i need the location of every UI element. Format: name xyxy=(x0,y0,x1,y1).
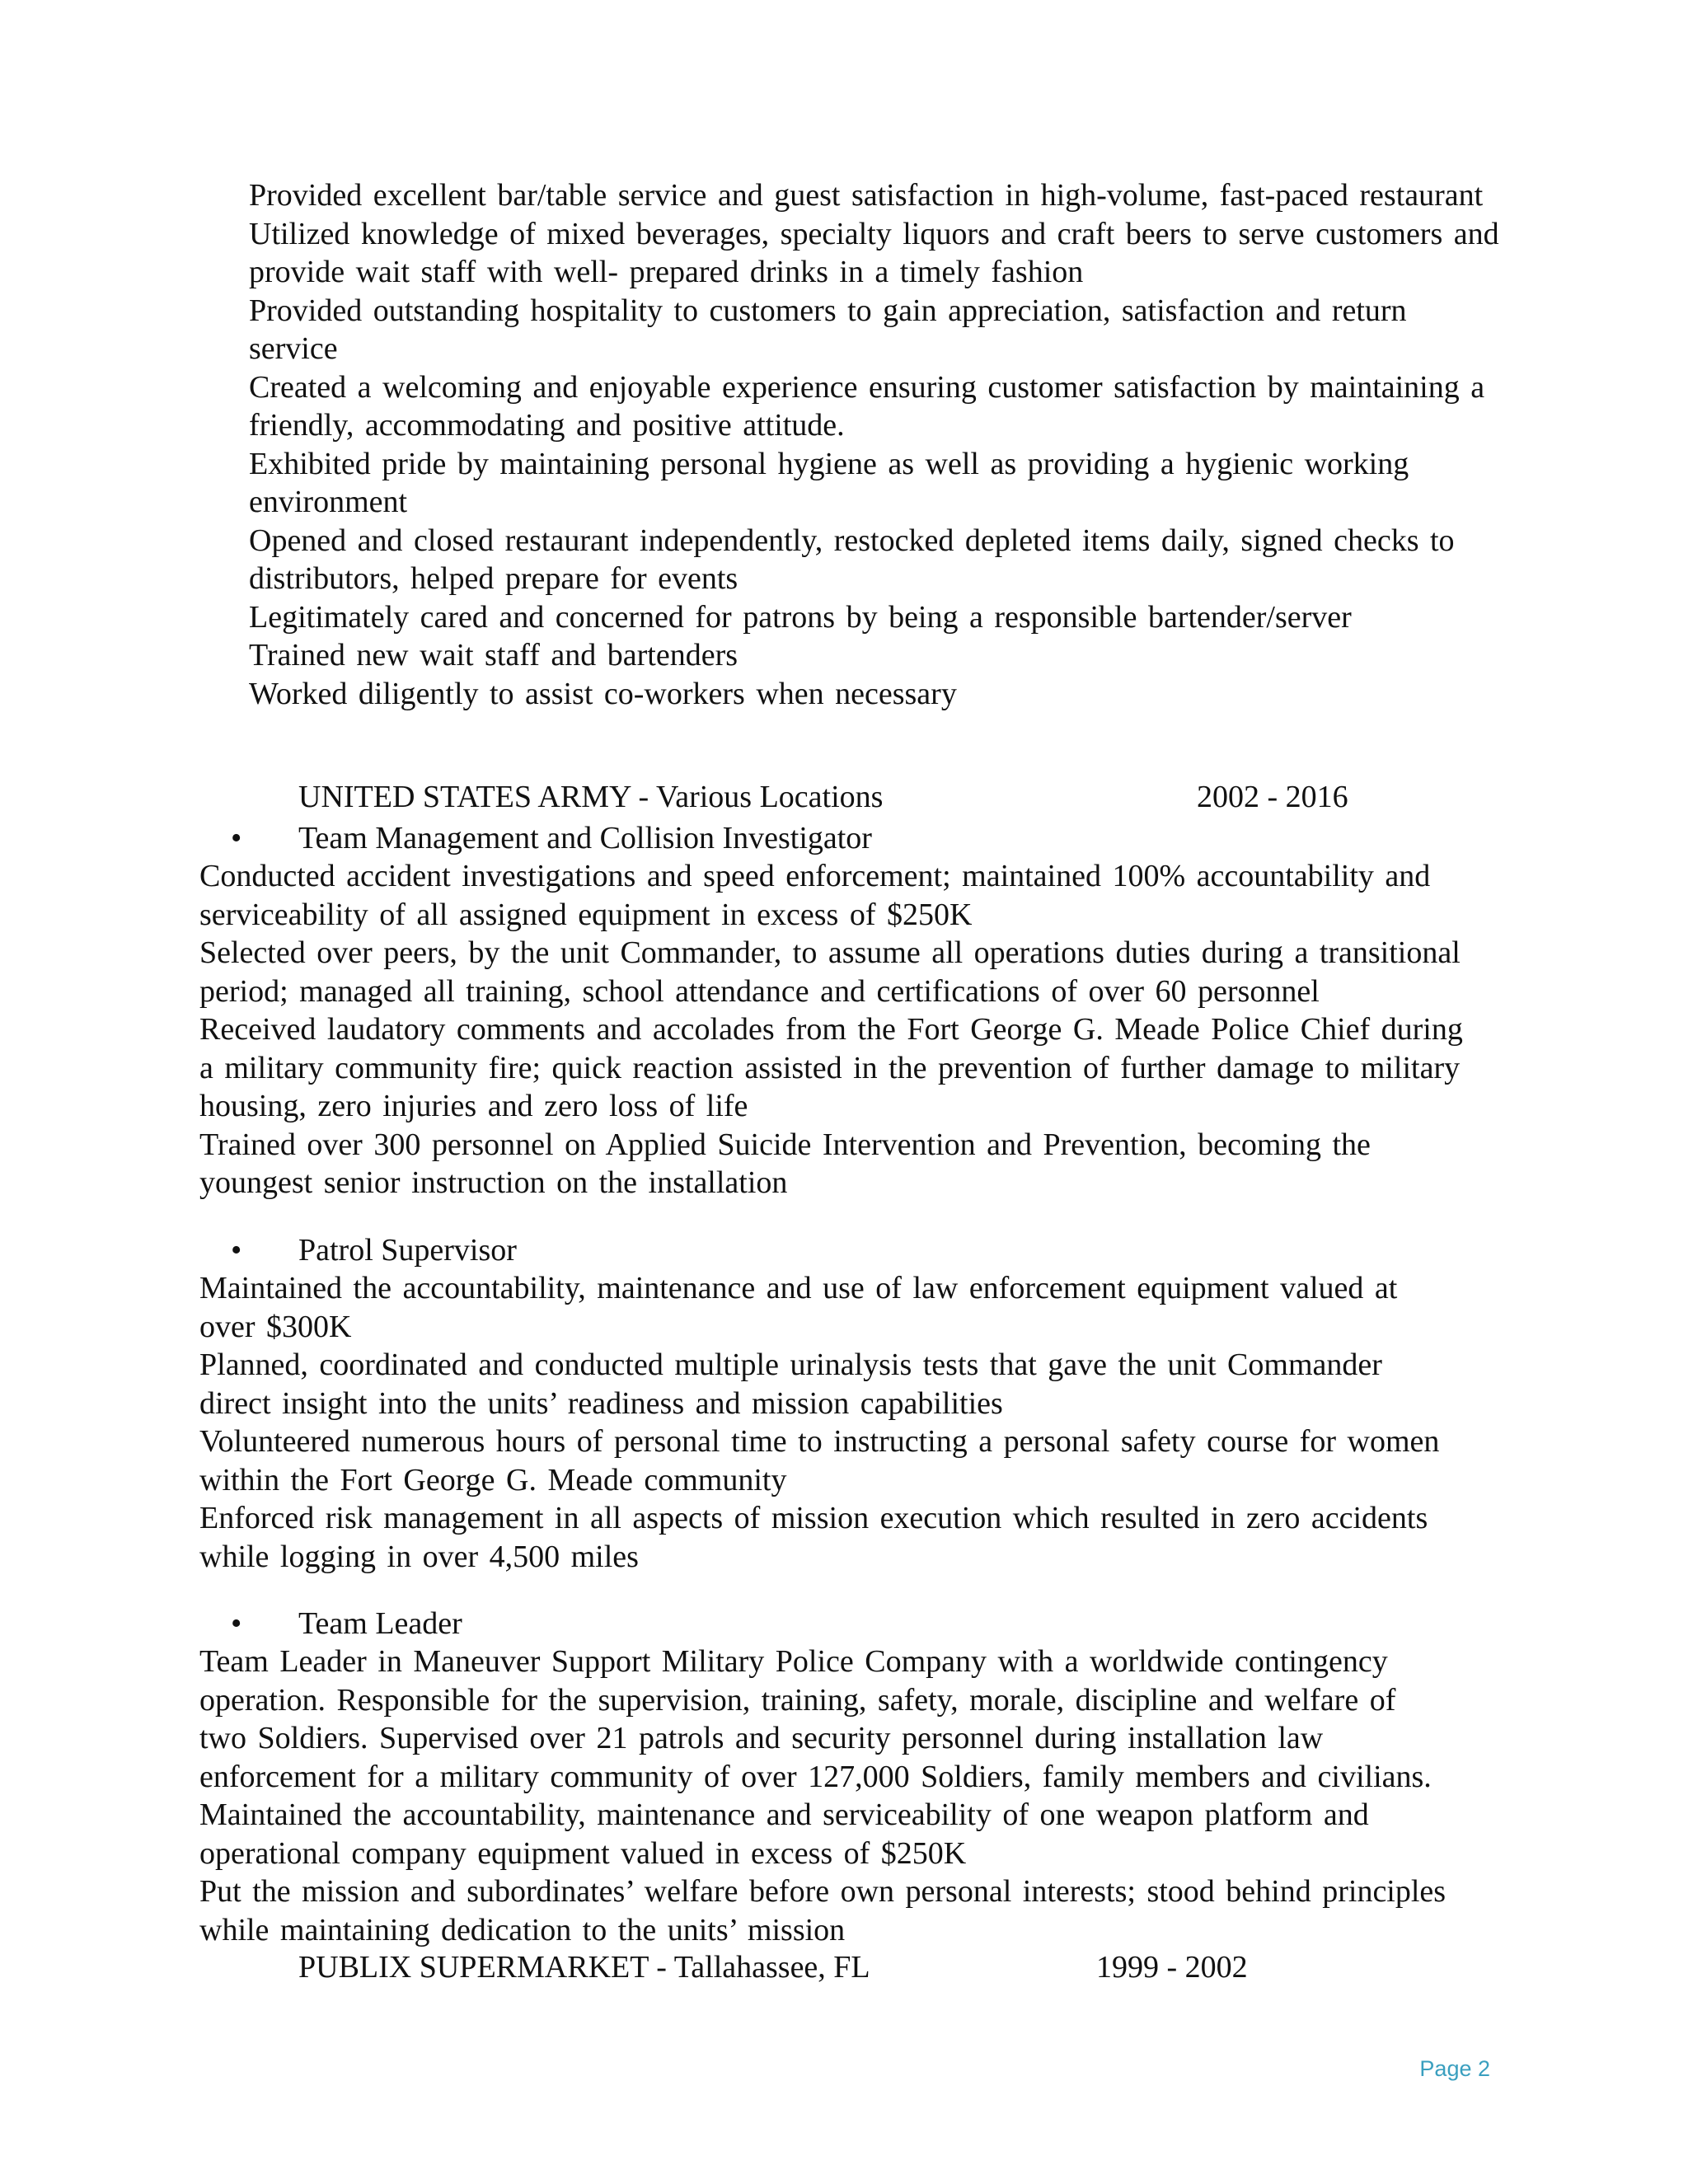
detail-line: enforcement for a military community of over 127,000 Soldiers, family members and civilians. xyxy=(199,1759,1432,1794)
role-title: Team Leader xyxy=(298,1606,462,1641)
role-title-2 xyxy=(199,1232,517,1268)
detail-line: youngest senior instruction on the installation xyxy=(199,1165,788,1200)
duty-item: Provided excellent bar/table service and guest satisfaction in high-volume, fast-paced restaurant xyxy=(249,178,1484,213)
army-dates: 2002 - 2016 xyxy=(1197,780,1348,814)
publix-employer: PUBLIX SUPERMARKET - Tallahassee, FL xyxy=(298,1950,870,1985)
detail-line: while maintaining dedication to the units’ mission xyxy=(199,1912,846,1947)
publix-dates: 1999 - 2002 xyxy=(1096,1950,1248,1985)
detail-line: period; managed all training, school attendance and certifications of over 60 personnel xyxy=(199,973,1320,1009)
detail-line: Maintained the accountability, maintenance and use of law enforcement equipment valued at xyxy=(199,1271,1398,1305)
duty-item: Legitimately cared and concerned for patrons by being a responsible bartender/server xyxy=(249,599,1352,635)
detail-line: Volunteered numerous hours of personal time to instructing a personal safety course for women xyxy=(199,1424,1440,1459)
role-title-3 xyxy=(199,1605,462,1642)
first-job-duties xyxy=(249,176,1502,713)
detail-line: Trained over 300 personnel on Applied Suicide Intervention and Prevention, becoming the xyxy=(199,1127,1371,1162)
detail-line: Team Leader in Maneuver Support Military Police Company with a worldwide contingency xyxy=(199,1644,1388,1679)
detail-line: while logging in over 4,500 miles xyxy=(199,1539,639,1574)
role-3-details xyxy=(199,1643,1485,1949)
bullet-icon: • xyxy=(199,821,242,855)
detail-line: Conducted accident investigations and speed enforcement; maintained 100% accountability and xyxy=(199,859,1431,893)
detail-line: over $300K xyxy=(199,1309,352,1344)
duty-item: Opened and closed restaurant independently, restocked depleted items daily, signed checks to distributors, helped prepare for events xyxy=(249,523,1455,596)
duty-item: Created a welcoming and enjoyable experience ensuring customer satisfaction by maintaining a friendly, accommodating and positive attitude. xyxy=(249,369,1485,443)
duty-item: Provided outstanding hospitality to customers to gain appreciation, satisfaction and return service xyxy=(249,293,1407,366)
detail-line: Selected over peers, by the unit Commander, to assume all operations duties during a transitional xyxy=(199,935,1461,970)
detail-line: direct insight into the units’ readiness and mission capabilities xyxy=(199,1385,1003,1421)
duty-item: Worked diligently to assist co-workers when necessary xyxy=(249,676,957,711)
detail-line: Received laudatory comments and accolades from the Fort George G. Meade Police Chief during xyxy=(199,1012,1463,1047)
detail-line: serviceability of all assigned equipment in excess of $250K xyxy=(199,897,973,932)
army-job-heading xyxy=(298,779,1348,815)
detail-line: a military community fire; quick reaction assisted in the prevention of further damage to military xyxy=(199,1050,1461,1085)
duty-item: Trained new wait staff and bartenders xyxy=(249,638,738,673)
army-employer: UNITED STATES ARMY - Various Locations xyxy=(298,780,884,814)
role-title: Team Management and Collision Investigator xyxy=(298,821,872,855)
duty-item: Exhibited pride by maintaining personal hygiene as well as providing a hygienic working environment xyxy=(249,446,1409,519)
detail-line: Enforced risk management in all aspects of mission execution which resulted in zero accidents xyxy=(199,1501,1428,1535)
detail-line: operational company equipment valued in excess of $250K xyxy=(199,1835,967,1871)
role-title: Patrol Supervisor xyxy=(298,1233,517,1268)
detail-line: Put the mission and subordinates’ welfare before own personal interests; stood behind principles xyxy=(199,1874,1447,1909)
role-2-details xyxy=(199,1269,1485,1576)
duty-item: Utilized knowledge of mixed beverages, specialty liquors and craft beers to serve customers and provide wait staff with well- prepared drinks in a timely fashion xyxy=(249,216,1499,289)
detail-line: within the Fort George G. Meade community xyxy=(199,1462,787,1497)
page-number: Page 2 xyxy=(1419,2056,1490,2081)
bullet-icon: • xyxy=(199,1606,242,1641)
role-title-1 xyxy=(199,820,872,856)
role-1-details xyxy=(199,857,1485,1202)
detail-line: operation. Responsible for the supervision, training, safety, morale, discipline and welfare of xyxy=(199,1682,1396,1718)
detail-line: housing, zero injuries and zero loss of life xyxy=(199,1089,748,1123)
publix-job-heading xyxy=(298,1949,1248,1985)
detail-line: Maintained the accountability, maintenance and serviceability of one weapon platform and xyxy=(199,1797,1369,1832)
bullet-icon: • xyxy=(199,1233,242,1268)
detail-line: Planned, coordinated and conducted multiple urinalysis tests that gave the unit Commander xyxy=(199,1347,1382,1382)
detail-line: two Soldiers. Supervised over 21 patrols and security personnel during installation law xyxy=(199,1721,1324,1755)
